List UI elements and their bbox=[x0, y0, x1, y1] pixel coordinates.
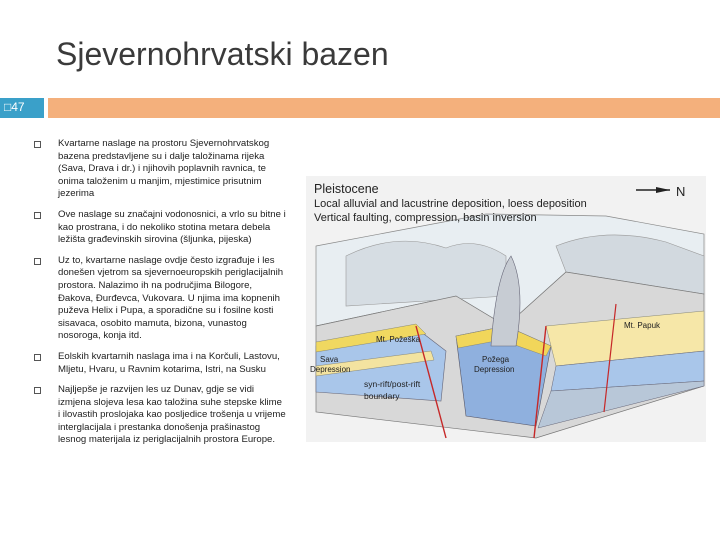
bullet-item bbox=[34, 138, 286, 201]
label-mt-papuk: Mt. Papuk bbox=[624, 321, 661, 330]
bullet-square-icon bbox=[34, 212, 41, 219]
label-mt-pozeska: Mt. Požeška bbox=[376, 335, 421, 344]
bullet-square-icon bbox=[34, 354, 41, 361]
slide-number-marker-icon: □ bbox=[4, 100, 12, 114]
north-label: N bbox=[676, 184, 686, 199]
bullet-square-icon bbox=[34, 387, 41, 394]
label-sava: Sava bbox=[320, 355, 339, 364]
figure-line-1: Local alluvial and lacustrine deposition, loess deposition bbox=[314, 198, 587, 210]
label-rift: syn-rift/post-rift bbox=[364, 379, 421, 389]
slide-title: Sjevernohrvatski bazen bbox=[56, 36, 389, 72]
bullet-item bbox=[34, 209, 286, 247]
bullet-text: Najljepše je razvijen les uz Dunav, gdje se vidi izmjena slojeva lesa kao taložina suhe stepske klime i ilovastih proslojaka kao posljedice trošenja u vrijeme interglacijala i prestanka donošenja prašinastog lesnog materijala iz periglacijalnih prostora Europe. bbox=[58, 384, 286, 446]
bullet-text: Uz to, kvartarne naslage ovdje često izgrađuje i les donešen vjetrom sa sjevernoeuropskih periglacijalnih prostora. Nalazimo ih na područjima Bilogore, Đakova, Đurđevca, Vukovara. U njima ima kopnenih puževa Helix i Pupa, a sporadične su i fosilne kosti sisavaca, osobito mamuta, bizona, vunastog nosoroga, konja itd. bbox=[58, 254, 284, 342]
bullet-list bbox=[34, 138, 286, 447]
bullet-item bbox=[34, 255, 286, 343]
bullet-text: Ove naslage su značajni vodonosnici, a vrlo su bitne i kao prostrana, i do nekoliko stotina metara debela ležišta građevinskih sirovina (šljunka, pijeska) bbox=[58, 208, 286, 246]
bullet-item bbox=[34, 384, 286, 447]
slide-number-value: 47 bbox=[11, 100, 25, 114]
label-boundary: boundary bbox=[364, 391, 400, 401]
slide-number bbox=[4, 100, 25, 114]
geology-block-diagram bbox=[306, 176, 706, 442]
bullet-square-icon bbox=[34, 141, 41, 148]
figure-line-2: Vertical faulting, compression, basin inversion bbox=[314, 212, 537, 224]
label-pozega: Požega bbox=[482, 355, 510, 364]
header-bar-right bbox=[48, 98, 720, 118]
bullet-text: Eolskih kvartarnih naslaga ima i na Korčuli, Lastovu, Mljetu, Hvaru, u Ravnim kotarima, Istri, na Susku bbox=[58, 350, 280, 375]
label-pozega-depression: Depression bbox=[474, 365, 515, 374]
bullet-item bbox=[34, 351, 286, 376]
bullet-text: Kvartarne naslage na prostoru Sjevernohrvatskog bazena predstavljene su i dalje taložinama rijeka (Sava, Drava i dr.) i njihovih poplavnih ravnica, te onima taloženim u manjim, mjestimice prisutnim jezerima bbox=[58, 138, 270, 200]
bullet-square-icon bbox=[34, 258, 41, 265]
label-sava-depression: Depression bbox=[310, 365, 351, 374]
figure-heading: Pleistocene bbox=[314, 182, 379, 196]
